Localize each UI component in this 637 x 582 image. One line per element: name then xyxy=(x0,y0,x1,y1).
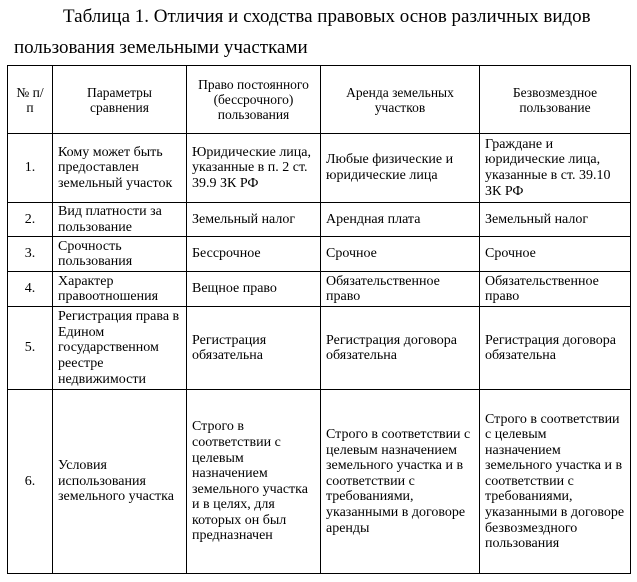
free-use-cell: Строго в соответствии с целевым назначением земельного участка и в соответствии с требованиями, указанными в договоре безвозмездного пользования xyxy=(480,390,631,574)
free-use-cell: Срочное xyxy=(480,237,631,272)
free-use-cell: Земельный налог xyxy=(480,203,631,237)
free-use-cell: Регистрация договора обязательна xyxy=(480,307,631,390)
row-number: 4. xyxy=(8,272,53,307)
parameter-cell: Кому может быть предоставлен земельный участок xyxy=(53,134,187,203)
row-number: 3. xyxy=(8,237,53,272)
table-row xyxy=(8,307,631,390)
lease-cell: Регистрация договора обязательна xyxy=(321,307,480,390)
lease-cell: Строго в соответствии с целевым назначением земельного участка и в соответствии с требованиями, указанными в договоре аренды xyxy=(321,390,480,574)
header-lease: Аренда земельных участков xyxy=(321,66,480,134)
permanent-use-cell: Бессрочное xyxy=(187,237,321,272)
lease-cell: Любые физические и юридические лица xyxy=(321,134,480,203)
header-number: № п/п xyxy=(8,66,53,134)
free-use-cell: Обязательственное право xyxy=(480,272,631,307)
permanent-use-cell: Регистрация обязательна xyxy=(187,307,321,390)
parameter-cell: Вид платности за пользование xyxy=(53,203,187,237)
parameter-cell: Регистрация права в Едином государственном реестре недвижимости xyxy=(53,307,187,390)
row-number: 6. xyxy=(8,390,53,574)
header-free-use: Безвозмездное пользование xyxy=(480,66,631,134)
comparison-table xyxy=(7,65,631,574)
title-line-1: Таблица 1. Отличия и сходства правовых основ различных видов xyxy=(63,6,591,27)
title-line-2: пользования земельными участками xyxy=(14,37,308,58)
table-row xyxy=(8,390,631,574)
table-row xyxy=(8,237,631,272)
lease-cell: Обязательственное право xyxy=(321,272,480,307)
parameter-cell: Характер правоотношения xyxy=(53,272,187,307)
permanent-use-cell: Земельный налог xyxy=(187,203,321,237)
header-permanent-use: Право постоянного (бессрочного) пользования xyxy=(187,66,321,134)
row-number: 5. xyxy=(8,307,53,390)
free-use-cell: Граждане и юридические лица, указанные в ст. 39.10 ЗК РФ xyxy=(480,134,631,203)
row-number: 1. xyxy=(8,134,53,203)
parameter-cell: Условия использования земельного участка xyxy=(53,390,187,574)
table-row xyxy=(8,272,631,307)
header-parameters: Параметры сравнения xyxy=(53,66,187,134)
row-number: 2. xyxy=(8,203,53,237)
lease-cell: Арендная плата xyxy=(321,203,480,237)
permanent-use-cell: Вещное право xyxy=(187,272,321,307)
table-row xyxy=(8,134,631,203)
table-row xyxy=(8,203,631,237)
parameter-cell: Срочность пользования xyxy=(53,237,187,272)
permanent-use-cell: Строго в соответствии с целевым назначением земельного участка и в целях, для которых он был предназначен xyxy=(187,390,321,574)
permanent-use-cell: Юридические лица, указанные в п. 2 ст. 39.9 ЗК РФ xyxy=(187,134,321,203)
lease-cell: Срочное xyxy=(321,237,480,272)
table-header-row xyxy=(8,66,631,134)
